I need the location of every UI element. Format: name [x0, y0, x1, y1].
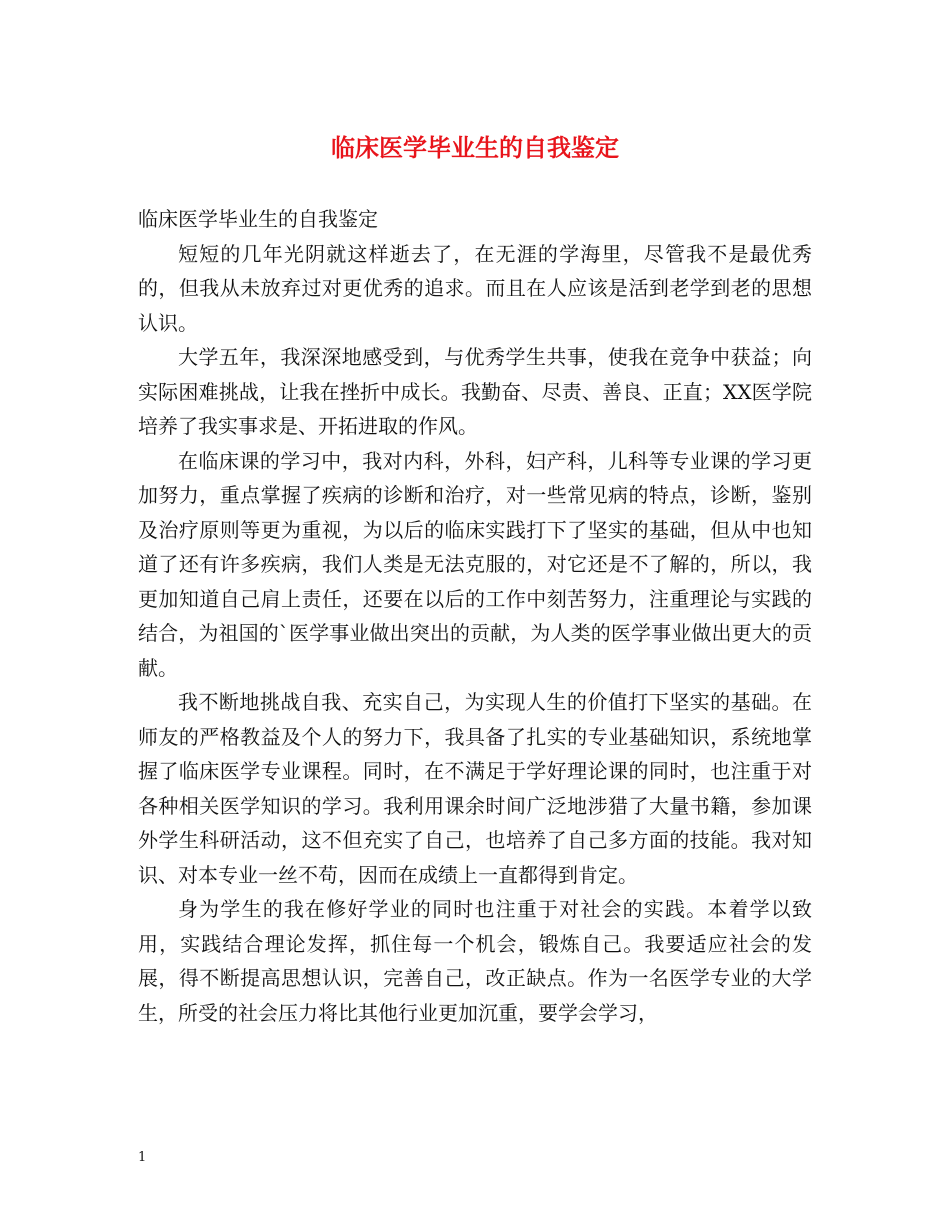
paragraph-3: 在临床课的学习中，我对内科，外科，妇产科，儿科等专业课的学习更加努力，重点掌握了疾病的诊断和治疗，对一些常见病的特点，诊断，鉴别及治疗原则等更为重视，为以后的临床实践打下了坚实的基础，但从中也知道了还有许多疾病，我们人类是无法克服的，对它还是不了解的，所以，我更加知道自己肩上责任，还要在以后的工作中刻苦努力，注重理论与实践的结合，为祖国的`医学事业做出突出的贡献，为人类的医学事业做出更大的贡献。 [138, 448, 812, 680]
document-subtitle: 临床医学毕业生的自我鉴定 [138, 207, 378, 231]
page-title: 临床医学毕业生的自我鉴定 [331, 133, 619, 162]
paragraph-2: 大学五年，我深深地感受到，与优秀学生共事，使我在竞争中获益；向实际困难挑战，让我在挫折中成长。我勤奋、尽责、善良、正直；XX医学院培养了我实事求是、开拓进取的作风。 [138, 345, 812, 438]
paragraph-4: 我不断地挑战自我、充实自己，为实现人生的价值打下坚实的基础。在师友的严格教益及个人的努力下，我具备了扎实的专业基础知识，系统地掌握了临床医学专业课程。同时，在不满足于学好理论课的同时，也注重于对各种相关医学知识的学习。我利用课余时间广泛地涉猎了大量书籍，参加课外学生科研活动，这不但充实了自己，也培养了自己多方面的技能。我对知识、对本专业一丝不苟，因而在成绩上一直都得到肯定。 [138, 690, 812, 887]
paragraph-1: 短短的几年光阴就这样逝去了，在无涯的学海里，尽管我不是最优秀的，但我从未放弃过对更优秀的追求。而且在人应该是活到老学到老的思想认识。 [138, 241, 812, 335]
paragraph-5: 身为学生的我在修好学业的同时也注重于对社会的实践。本着学以致用，实践结合理论发挥，抓住每一个机会，锻炼自己。我要适应社会的发展，得不断提高思想认识，完善自己，改正缺点。作为一名医学专业的大学生，所受的社会压力将比其他行业更加沉重，要学会学习， [138, 897, 812, 1025]
document-body [138, 202, 812, 1030]
page-number: 1 [138, 1150, 147, 1165]
